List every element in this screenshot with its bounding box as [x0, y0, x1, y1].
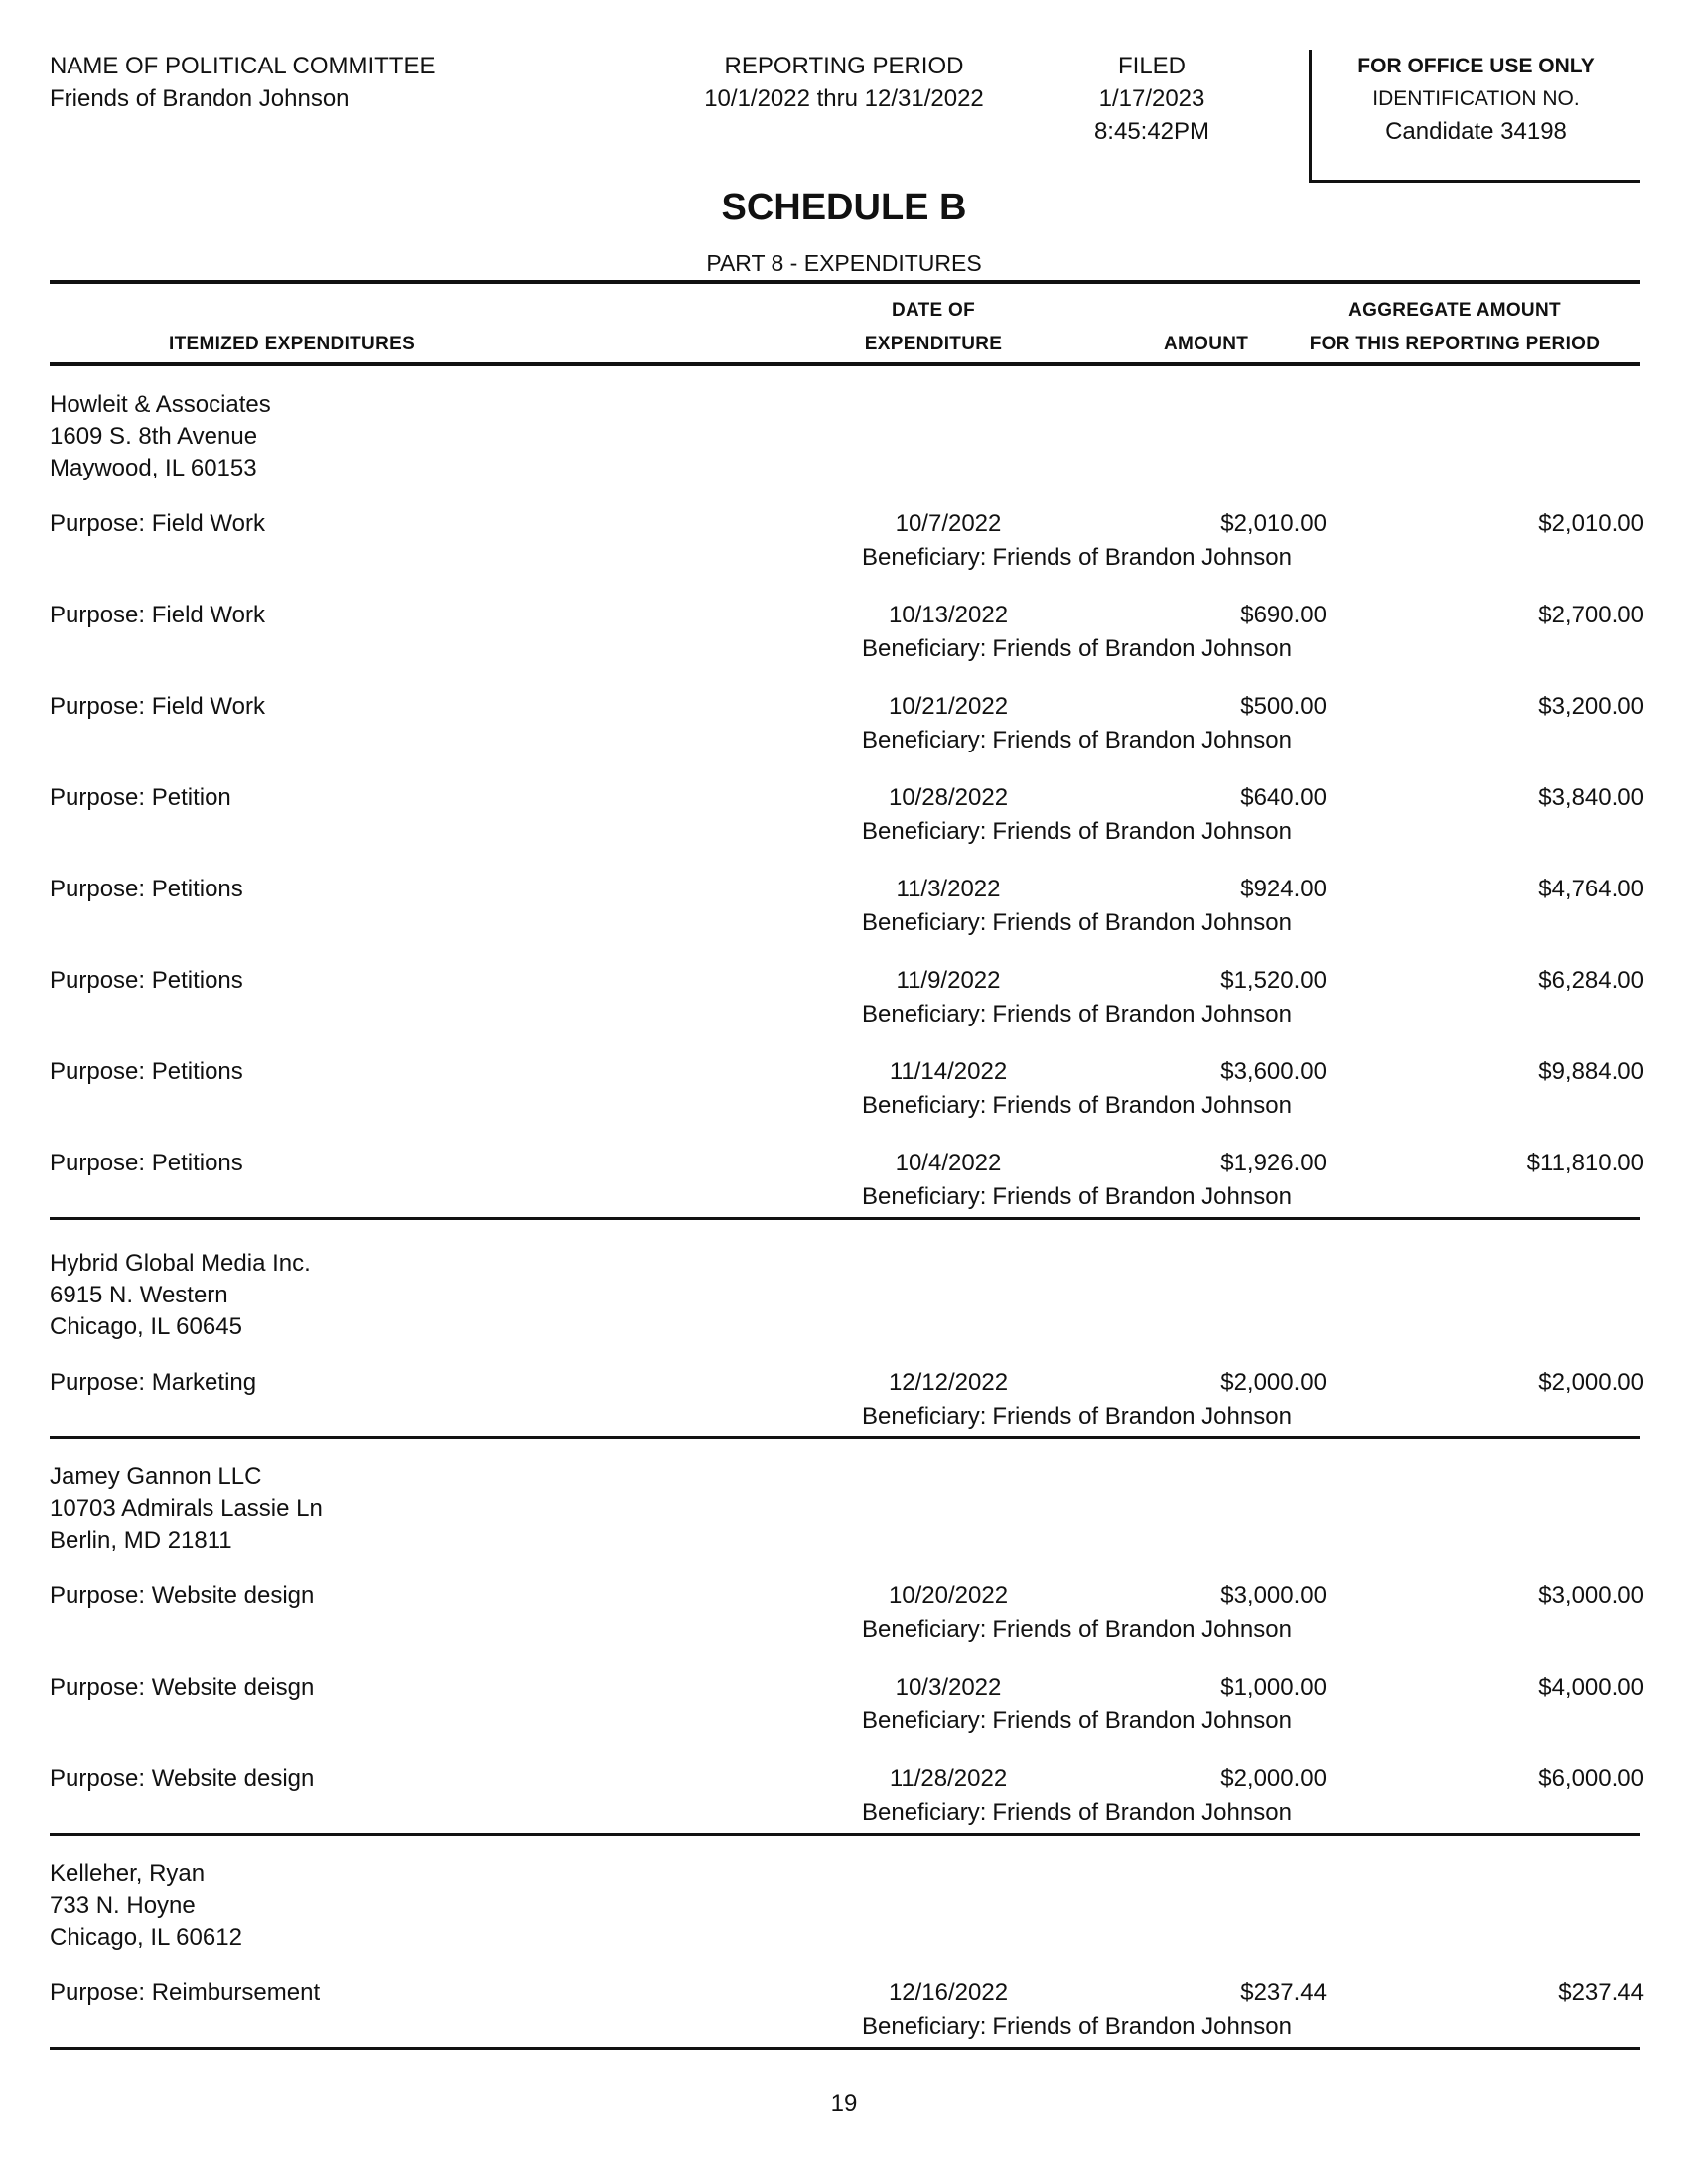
beneficiary-label: Beneficiary:	[862, 1001, 987, 1027]
expenditure-row	[50, 600, 1644, 669]
expenditure-beneficiary	[862, 999, 1298, 1030]
expenditure-purpose: Purpose: Petitions	[50, 1150, 243, 1176]
expenditure-beneficiary	[862, 1706, 1298, 1737]
beneficiary-label: Beneficiary:	[862, 635, 987, 662]
beneficiary-label: Beneficiary:	[862, 1183, 987, 1210]
expenditure-aggregate: $4,000.00	[1538, 1674, 1644, 1701]
beneficiary-name: Friends of Brandon Johnson	[992, 1616, 1292, 1643]
vendor-block	[50, 1461, 323, 1557]
beneficiary-label: Beneficiary:	[862, 1707, 987, 1734]
beneficiary-name: Friends of Brandon Johnson	[992, 1001, 1292, 1027]
header-top-rule	[50, 280, 1640, 284]
expenditure-date: 10/7/2022	[895, 510, 1002, 537]
expenditure-purpose: Purpose: Field Work	[50, 510, 265, 537]
expenditure-aggregate: $2,700.00	[1538, 602, 1644, 628]
beneficiary-label: Beneficiary:	[862, 1799, 987, 1826]
expenditure-purpose: Purpose: Field Work	[50, 693, 265, 720]
expenditure-row	[50, 874, 1644, 943]
beneficiary-label: Beneficiary:	[862, 2013, 987, 2040]
expenditure-amount: $1,520.00	[1220, 967, 1327, 994]
beneficiary-name: Friends of Brandon Johnson	[992, 635, 1292, 662]
expenditure-date: 11/9/2022	[896, 967, 1001, 994]
expenditure-beneficiary	[862, 1090, 1298, 1122]
expenditure-row	[50, 691, 1644, 760]
beneficiary-name: Friends of Brandon Johnson	[992, 1092, 1292, 1119]
expenditure-row	[50, 965, 1644, 1034]
expenditure-beneficiary	[862, 1401, 1298, 1433]
expenditure-amount: $1,000.00	[1220, 1674, 1327, 1701]
expenditure-date: 11/3/2022	[896, 876, 1001, 902]
expenditure-date: 10/21/2022	[888, 693, 1009, 720]
expenditure-row	[50, 1056, 1644, 1126]
beneficiary-label: Beneficiary:	[862, 909, 987, 936]
beneficiary-label: Beneficiary:	[862, 1092, 987, 1119]
vendor-address-city: Maywood, IL 60153	[50, 455, 257, 481]
col-aggregate-line2: FOR THIS REPORTING PERIOD	[1309, 334, 1601, 354]
beneficiary-label: Beneficiary:	[862, 1403, 987, 1430]
header-bottom-rule	[50, 362, 1640, 366]
col-date-line2: EXPENDITURE	[864, 334, 1003, 354]
reporting-period-block	[675, 50, 1013, 115]
committee-block	[50, 50, 435, 115]
beneficiary-label: Beneficiary:	[862, 1616, 987, 1643]
expenditure-beneficiary	[862, 907, 1298, 939]
schedule-title: SCHEDULE B	[721, 187, 967, 228]
col-date-line1: DATE OF	[891, 300, 976, 321]
expenditure-purpose: Purpose: Reimbursement	[50, 1979, 321, 2006]
expenditure-aggregate: $11,810.00	[1526, 1150, 1644, 1176]
beneficiary-name: Friends of Brandon Johnson	[992, 909, 1292, 936]
office-use-box	[1309, 50, 1640, 183]
vendor-name: Kelleher, Ryan	[50, 1860, 206, 1887]
beneficiary-name: Friends of Brandon Johnson	[992, 2013, 1292, 2040]
vendor-address-city: Chicago, IL 60612	[50, 1924, 242, 1951]
expenditure-date: 11/28/2022	[889, 1765, 1008, 1792]
beneficiary-name: Friends of Brandon Johnson	[992, 818, 1292, 845]
expenditure-aggregate: $4,764.00	[1538, 876, 1644, 902]
col-amount: AMOUNT	[1164, 334, 1249, 354]
vendor-address-street: 6915 N. Western	[50, 1282, 228, 1308]
office-use-label: FOR OFFICE USE ONLY	[1357, 55, 1595, 77]
expenditure-purpose: Purpose: Petition	[50, 784, 231, 811]
expenditure-purpose: Purpose: Website deisgn	[50, 1674, 315, 1701]
expenditure-aggregate: $3,000.00	[1538, 1582, 1644, 1609]
expenditure-beneficiary	[862, 1797, 1298, 1829]
expenditure-amount: $3,600.00	[1220, 1058, 1327, 1085]
col-aggregate-line1: AGGREGATE AMOUNT	[1348, 300, 1561, 321]
expenditure-purpose: Purpose: Field Work	[50, 602, 265, 628]
schedule-subtitle: PART 8 - EXPENDITURES	[706, 250, 982, 276]
beneficiary-name: Friends of Brandon Johnson	[992, 544, 1292, 571]
expenditure-purpose: Purpose: Petitions	[50, 967, 243, 994]
expenditure-aggregate: $237.44	[1558, 1979, 1644, 2006]
expenditure-date: 10/3/2022	[895, 1674, 1002, 1701]
reporting-period-label: REPORTING PERIOD	[724, 53, 964, 79]
expenditure-amount: $1,926.00	[1220, 1150, 1327, 1176]
vendor-address-street: 1609 S. 8th Avenue	[50, 423, 258, 450]
expenditure-aggregate: $2,010.00	[1538, 510, 1644, 537]
expenditure-aggregate: $3,200.00	[1538, 693, 1644, 720]
expenditure-amount: $690.00	[1240, 602, 1327, 628]
expenditure-row	[50, 1580, 1644, 1650]
vendor-block	[50, 389, 271, 484]
vendor-block	[50, 1858, 242, 1954]
beneficiary-name: Friends of Brandon Johnson	[992, 1707, 1292, 1734]
vendor-separator-rule	[50, 1436, 1640, 1439]
vendor-address-city: Berlin, MD 21811	[50, 1527, 232, 1554]
expenditure-purpose: Purpose: Website design	[50, 1582, 315, 1609]
expenditure-beneficiary	[862, 2011, 1298, 2043]
expenditure-amount: $500.00	[1240, 693, 1327, 720]
vendor-separator-rule	[50, 2047, 1640, 2050]
expenditure-purpose: Purpose: Marketing	[50, 1369, 257, 1396]
expenditure-aggregate: $6,284.00	[1538, 967, 1644, 994]
vendor-block	[50, 1248, 311, 1343]
expenditure-date: 10/4/2022	[895, 1150, 1002, 1176]
beneficiary-name: Friends of Brandon Johnson	[992, 727, 1292, 753]
expenditure-row	[50, 782, 1644, 852]
expenditure-row	[50, 1763, 1644, 1833]
vendor-separator-rule	[50, 1833, 1640, 1836]
expenditure-aggregate: $9,884.00	[1538, 1058, 1644, 1085]
expenditure-beneficiary	[862, 1614, 1298, 1646]
expenditure-aggregate: $2,000.00	[1538, 1369, 1644, 1396]
expenditure-amount: $2,000.00	[1220, 1765, 1327, 1792]
beneficiary-name: Friends of Brandon Johnson	[992, 1183, 1292, 1210]
filed-time: 8:45:42PM	[1093, 118, 1210, 145]
filed-date: 1/17/2023	[1098, 85, 1205, 112]
vendor-address-street: 10703 Admirals Lassie Ln	[50, 1495, 323, 1522]
expenditure-row	[50, 1148, 1644, 1217]
reporting-period-value: 10/1/2022 thru 12/31/2022	[704, 85, 984, 112]
expenditure-aggregate: $6,000.00	[1538, 1765, 1644, 1792]
filed-label: FILED	[1117, 53, 1186, 79]
beneficiary-label: Beneficiary:	[862, 544, 987, 571]
expenditure-date: 12/12/2022	[888, 1369, 1009, 1396]
identification-label: IDENTIFICATION NO.	[1372, 87, 1580, 110]
expenditure-row	[50, 1367, 1644, 1436]
expenditure-purpose: Purpose: Petitions	[50, 876, 243, 902]
vendor-separator-rule	[50, 1217, 1640, 1220]
vendor-name: Hybrid Global Media Inc.	[50, 1250, 311, 1277]
expenditure-beneficiary	[862, 725, 1298, 756]
expenditure-aggregate: $3,840.00	[1538, 784, 1644, 811]
vendor-address-street: 733 N. Hoyne	[50, 1892, 196, 1919]
expenditure-amount: $924.00	[1240, 876, 1327, 902]
expenditure-beneficiary	[862, 1181, 1298, 1213]
vendor-address-city: Chicago, IL 60645	[50, 1313, 242, 1340]
vendor-name: Howleit & Associates	[50, 391, 271, 418]
beneficiary-label: Beneficiary:	[862, 727, 987, 753]
expenditure-date: 12/16/2022	[888, 1979, 1009, 2006]
beneficiary-name: Friends of Brandon Johnson	[992, 1799, 1292, 1826]
committee-label: NAME OF POLITICAL COMMITTEE	[50, 53, 436, 79]
page-number: 19	[830, 2090, 858, 2116]
expenditure-beneficiary	[862, 633, 1298, 665]
filed-block	[1072, 50, 1231, 148]
expenditure-row	[50, 508, 1644, 578]
expenditure-amount: $640.00	[1240, 784, 1327, 811]
expenditure-beneficiary	[862, 816, 1298, 848]
expenditure-date: 10/28/2022	[888, 784, 1009, 811]
identification-value: Candidate 34198	[1385, 118, 1567, 145]
expenditure-amount: $3,000.00	[1220, 1582, 1327, 1609]
expenditure-date: 11/14/2022	[889, 1058, 1008, 1085]
expenditure-amount: $2,000.00	[1220, 1369, 1327, 1396]
committee-name: Friends of Brandon Johnson	[50, 85, 350, 112]
expenditure-amount: $237.44	[1240, 1979, 1327, 2006]
expenditure-beneficiary	[862, 542, 1298, 574]
expenditure-row	[50, 1672, 1644, 1741]
col-itemized-expenditures: ITEMIZED EXPENDITURES	[169, 334, 416, 354]
beneficiary-name: Friends of Brandon Johnson	[992, 1403, 1292, 1430]
expenditure-purpose: Purpose: Website design	[50, 1765, 315, 1792]
vendor-name: Jamey Gannon LLC	[50, 1463, 262, 1490]
expenditure-date: 10/20/2022	[888, 1582, 1009, 1609]
expenditure-date: 10/13/2022	[888, 602, 1009, 628]
expenditure-row	[50, 1978, 1644, 2047]
expenditure-purpose: Purpose: Petitions	[50, 1058, 243, 1085]
beneficiary-label: Beneficiary:	[862, 818, 987, 845]
expenditure-amount: $2,010.00	[1220, 510, 1327, 537]
